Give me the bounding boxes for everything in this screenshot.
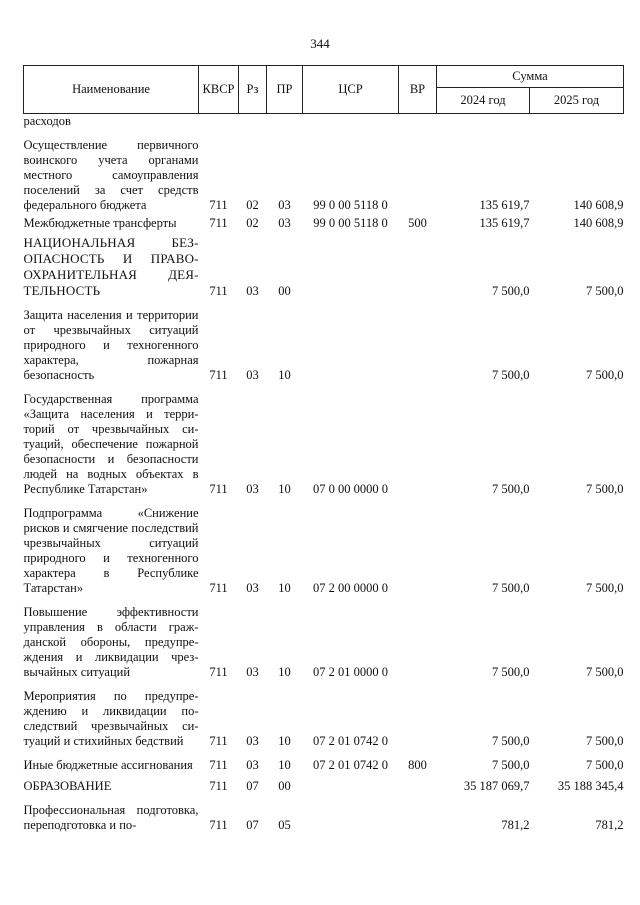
row-vr (399, 114, 437, 130)
table-row (24, 803, 624, 833)
row-vr (399, 779, 437, 794)
row-pr: 03 (278, 198, 291, 212)
row-spacer (24, 383, 624, 392)
row-name: Подпрограмма «Снижение рисков и смягчение последствий чрезвычайных ситуаций природного и техногенного характера в Республике Татарстан» (23, 506, 199, 595)
table-row (24, 114, 624, 130)
row-kvsr: 711 (209, 284, 228, 298)
row-vr (399, 138, 437, 213)
row-kvsr (199, 114, 239, 130)
row-name: Профессиональная подготовка, переподготовка и по- (23, 803, 199, 832)
table-row (24, 308, 624, 383)
row-sum-2024: 7 500,0 (492, 665, 530, 679)
row-csr: 07 2 01 0000 0 (313, 665, 388, 679)
row-name: Повышение эффективности управления в области гражданской обороны, предупреждения и ликвидации чрезвычайных ситуаций (23, 605, 199, 679)
row-pr: 03 (278, 216, 291, 230)
header-kvsr: КВСР (199, 66, 239, 114)
header-year-2024: 2024 год (437, 88, 530, 114)
row-name: ОБРАЗОВАНИЕ (23, 779, 112, 793)
row-name: Осуществление первичного воинского учета органами местного самоуправления поселений за счет средств федерального бюджета (23, 138, 199, 212)
table-row (24, 216, 624, 231)
row-csr: 07 2 01 0742 0 (313, 734, 388, 748)
row-vr (399, 308, 437, 383)
row-kvsr: 711 (209, 818, 228, 832)
row-pr: 10 (278, 758, 291, 772)
row-spacer (24, 299, 624, 308)
row-vr (399, 506, 437, 596)
row-csr: 07 2 00 0000 0 (313, 581, 388, 595)
header-rz: Рз (239, 66, 267, 114)
page-number: 344 (310, 36, 330, 51)
table-row (24, 779, 624, 794)
row-pr: 05 (278, 818, 291, 832)
row-sum-2024: 7 500,0 (492, 734, 530, 748)
row-sum-2025: 7 500,0 (586, 368, 624, 382)
row-rz: 03 (246, 665, 259, 679)
row-sum-2025: 35 188 345,4 (557, 779, 624, 793)
row-sum-2024 (437, 114, 530, 130)
header-name: Наименование (24, 66, 199, 114)
row-rz: 03 (246, 734, 259, 748)
row-rz: 02 (246, 216, 259, 230)
row-csr (303, 803, 399, 833)
row-sum-2025: 7 500,0 (586, 734, 624, 748)
table-row (24, 689, 624, 749)
header-csr: ЦСР (303, 66, 399, 114)
row-vr (399, 605, 437, 680)
row-vr (399, 392, 437, 497)
row-vr (399, 689, 437, 749)
row-kvsr: 711 (209, 758, 228, 772)
row-spacer (24, 497, 624, 506)
table-row (24, 605, 624, 680)
row-sum-2024: 135 619,7 (479, 216, 530, 230)
row-sum-2025: 7 500,0 (586, 758, 624, 772)
row-sum-2024: 7 500,0 (492, 758, 530, 772)
row-name: Защита населения и территории от чрезвычайных ситуаций природного и техногенного характера, пожарная безопасность (23, 308, 199, 382)
row-rz: 03 (246, 758, 259, 772)
row-csr: 07 0 00 0000 0 (313, 482, 388, 496)
row-vr (399, 803, 437, 833)
row-kvsr: 711 (209, 368, 228, 382)
row-rz: 07 (246, 779, 259, 793)
row-name: расходов (23, 114, 71, 128)
row-sum-2025: 140 608,9 (573, 216, 624, 230)
row-csr (303, 779, 399, 794)
header-sum: Сумма (437, 66, 624, 88)
table-header (24, 66, 624, 114)
row-sum-2024: 7 500,0 (492, 482, 530, 496)
row-sum-2025: 7 500,0 (586, 581, 624, 595)
row-sum-2025: 7 500,0 (586, 665, 624, 679)
row-csr (303, 308, 399, 383)
row-pr: 10 (278, 368, 291, 382)
row-rz: 07 (246, 818, 259, 832)
row-kvsr: 711 (209, 581, 228, 595)
header-pr: ПР (267, 66, 303, 114)
row-name: Государственная программа «Защита населения и территорий от чрезвычайных ситуаций, обеспечение пожарной безопасности и безопасности людей на водных объектах в Республике Татарстан» (23, 392, 199, 496)
row-csr: 99 0 00 5118 0 (313, 198, 388, 212)
row-rz: 03 (246, 284, 259, 298)
header-year-2025: 2025 год (530, 88, 624, 114)
row-sum-2025 (530, 114, 624, 130)
row-pr: 10 (278, 734, 291, 748)
row-sum-2025: 140 608,9 (573, 198, 624, 212)
row-vr: 800 (408, 758, 427, 772)
row-pr: 10 (278, 665, 291, 679)
row-kvsr: 711 (209, 216, 228, 230)
row-sum-2024: 781,2 (501, 818, 530, 832)
row-csr: 07 2 01 0742 0 (313, 758, 388, 772)
row-kvsr: 711 (209, 482, 228, 496)
row-sum-2025: 781,2 (595, 818, 624, 832)
table-row (24, 235, 624, 299)
row-sum-2024: 7 500,0 (492, 284, 530, 298)
row-pr: 00 (278, 284, 291, 298)
row-sum-2024: 35 187 069,7 (463, 779, 530, 793)
row-name: НАЦИОНАЛЬНАЯ БЕЗОПАСНОСТЬ И ПРАВООХРАНИТЕЛЬНАЯ ДЕЯТЕЛЬНОСТЬ (23, 235, 199, 298)
row-rz: 03 (246, 581, 259, 595)
row-pr: 10 (278, 581, 291, 595)
header-vr: ВР (399, 66, 437, 114)
row-sum-2024: 7 500,0 (492, 581, 530, 595)
row-kvsr: 711 (209, 198, 228, 212)
row-kvsr: 711 (209, 779, 228, 793)
row-spacer (24, 129, 624, 138)
table-row (24, 138, 624, 213)
row-rz: 02 (246, 198, 259, 212)
row-sum-2025: 7 500,0 (586, 482, 624, 496)
row-vr: 500 (408, 216, 427, 230)
row-sum-2024: 7 500,0 (492, 368, 530, 382)
row-csr (303, 114, 399, 130)
row-name: Межбюджетные трансферты (23, 216, 177, 230)
row-rz: 03 (246, 368, 259, 382)
row-pr (267, 114, 303, 130)
row-kvsr: 711 (209, 665, 228, 679)
row-csr: 99 0 00 5118 0 (313, 216, 388, 230)
row-pr: 10 (278, 482, 291, 496)
row-spacer (24, 596, 624, 605)
table-row (24, 758, 624, 773)
table-row (24, 392, 624, 497)
row-sum-2024: 135 619,7 (479, 198, 530, 212)
row-vr (399, 235, 437, 299)
table-row (24, 506, 624, 596)
row-kvsr: 711 (209, 734, 228, 748)
row-csr (303, 235, 399, 299)
row-name: Иные бюджетные ассигнования (23, 758, 193, 772)
row-pr: 00 (278, 779, 291, 793)
row-spacer (24, 680, 624, 689)
row-name: Мероприятия по предупреждению и ликвидации последствий чрезвычайных ситуаций и стихийных бедствий (23, 689, 199, 748)
row-sum-2025: 7 500,0 (586, 284, 624, 298)
row-rz (239, 114, 267, 130)
row-rz: 03 (246, 482, 259, 496)
row-spacer (24, 794, 624, 803)
budget-table (23, 65, 624, 833)
row-spacer (24, 749, 624, 758)
